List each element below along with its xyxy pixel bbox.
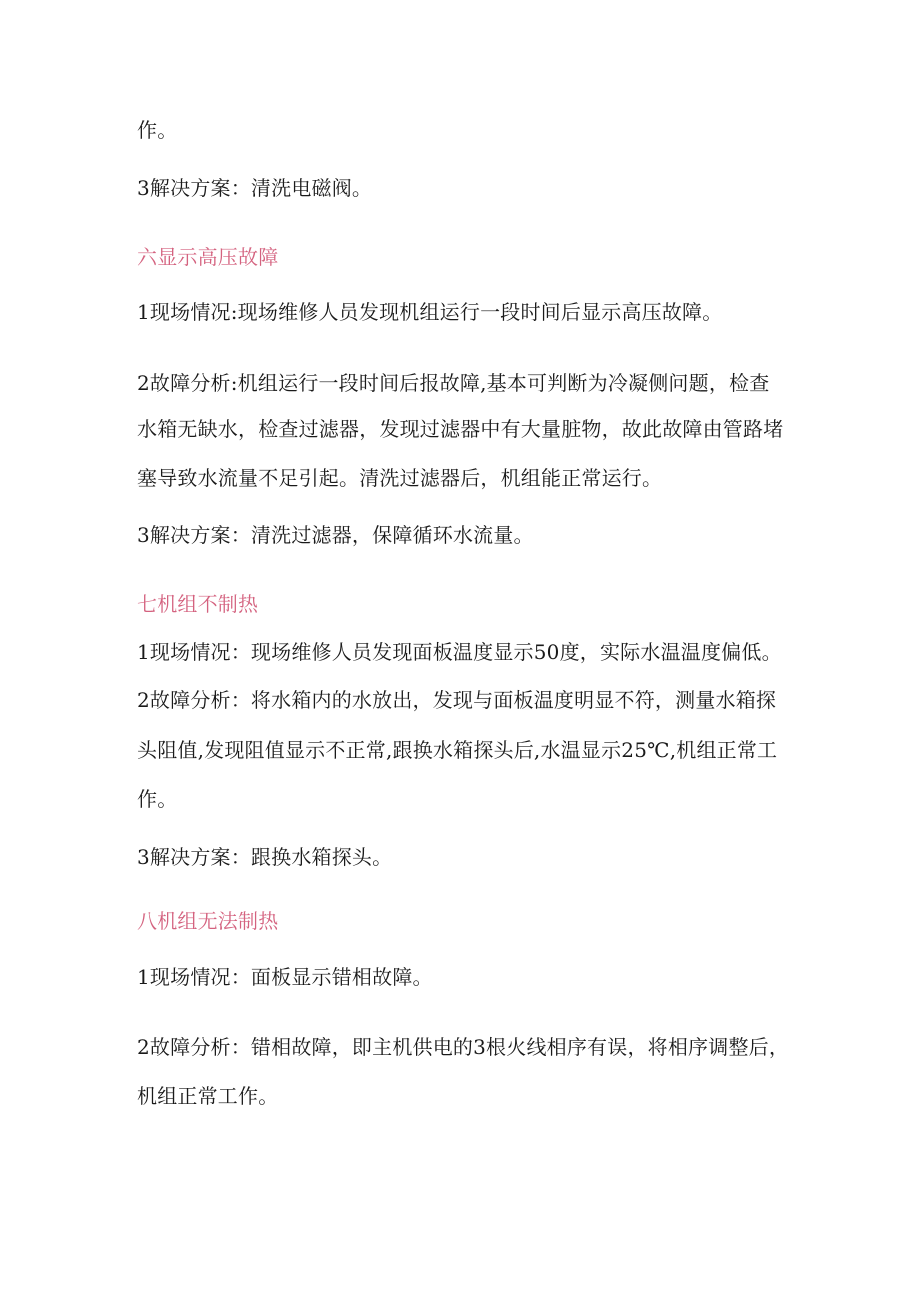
analysis-line-8-2: 机组正常工作。 bbox=[137, 1084, 279, 1108]
situation-paragraph-8: 1现场情况：面板显示错相故障。 bbox=[137, 965, 433, 989]
paragraph-continuation: 作。 bbox=[137, 118, 178, 142]
analysis-line-7-3: 作。 bbox=[137, 787, 178, 811]
solution-paragraph-7: 3解决方案：跟换水箱探头。 bbox=[137, 845, 393, 869]
analysis-line-6-3: 塞导致水流量不足引起。清洗过滤器后，机组能正常运行。 bbox=[137, 466, 663, 490]
analysis-line-6-2: 水箱无缺水，检查过滤器，发现过滤器中有大量脏物，故此故障由管路堵 bbox=[137, 417, 784, 441]
section-heading-6: 六显示高压故障 bbox=[137, 245, 279, 269]
analysis-line-7-1: 2故障分析：将水箱内的水放出，发现与面板温度明显不符，测量水箱探 bbox=[137, 688, 777, 712]
analysis-line-6-1: 2故障分析:机组运行一段时间后报故障,基本可判断为冷凝侧问题，检查 bbox=[137, 371, 770, 395]
situation-paragraph-7: 1现场情况：现场维修人员发现面板温度显示50度，实际水温温度偏低。 bbox=[137, 640, 782, 664]
analysis-line-8-1: 2故障分析：错相故障，即主机供电的3根火线相序有误，将相序调整后， bbox=[137, 1035, 790, 1059]
analysis-line-7-2: 头阻值,发现阻值显示不正常,跟换水箱探头后,水温显示25℃,机组正常工 bbox=[137, 738, 778, 762]
solution-paragraph: 3解决方案：清洗电磁阀。 bbox=[137, 176, 373, 200]
solution-paragraph-6: 3解决方案：清洗过滤器，保障循环水流量。 bbox=[137, 523, 534, 547]
section-heading-8: 八机组无法制热 bbox=[137, 909, 279, 933]
situation-paragraph-6: 1现场情况:现场维修人员发现机组运行一段时间后显示高压故障。 bbox=[137, 300, 723, 324]
section-heading-7: 七机组不制热 bbox=[137, 592, 259, 616]
